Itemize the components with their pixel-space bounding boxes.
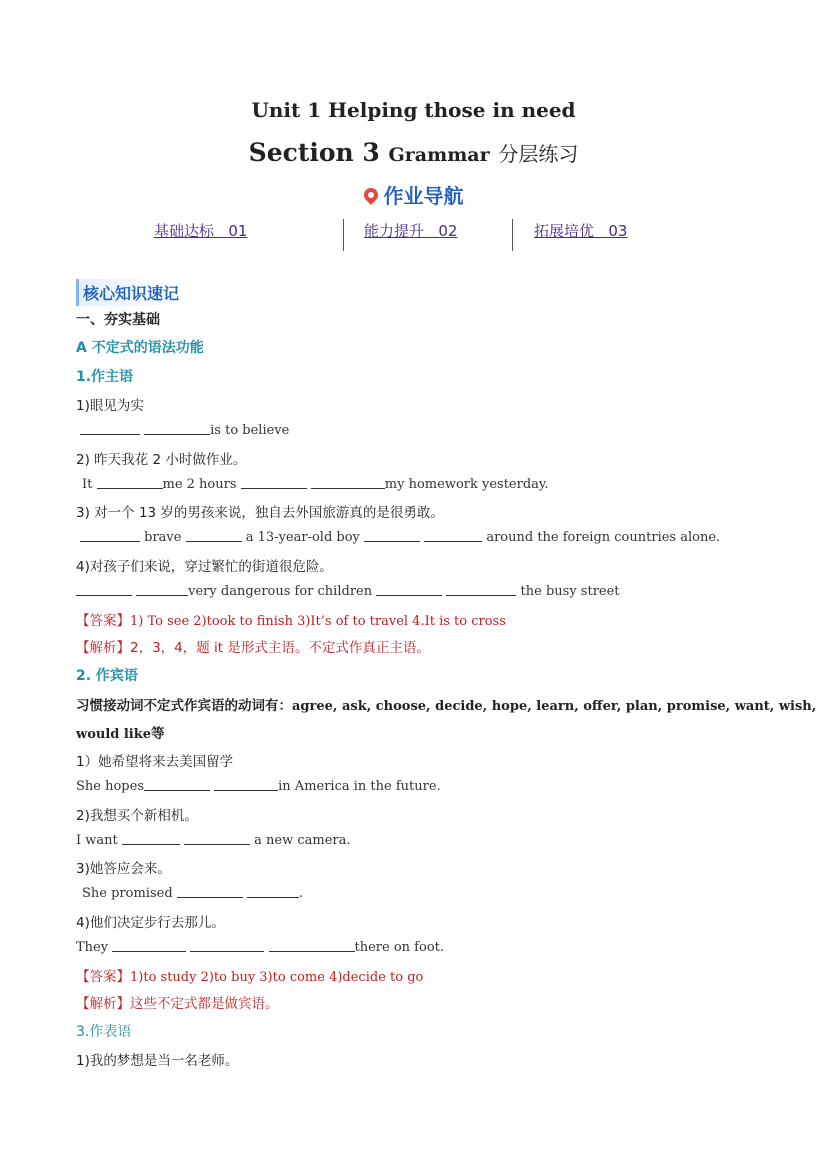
- nav-divider: [512, 219, 513, 251]
- s1-q3-en: brave a 13-year-old boy around the foreign countries alone.: [80, 529, 720, 545]
- part-heading: 一、夯实基础: [76, 312, 160, 328]
- s1-q4-en: very dangerous for children the busy street: [76, 583, 620, 599]
- nav-divider: [343, 219, 344, 251]
- section-grammar: Grammar: [388, 144, 490, 166]
- nav-link-basic[interactable]: 基础达标 01: [154, 222, 248, 240]
- s2-q1-cn: 1）她希望将来去美国留学: [76, 754, 234, 770]
- s2-q2-cn: 2)我想买个新相机。: [76, 808, 198, 824]
- s1-q1-en: is to believe: [80, 422, 289, 438]
- s2-q2-en: I want a new camera.: [76, 833, 351, 848]
- location-pin-icon: [361, 185, 381, 205]
- s1-q4-cn: 4)对孩子们来说，穿过繁忙的街道很危险。: [76, 559, 333, 575]
- section-title: [0, 138, 827, 167]
- nav-link-ability[interactable]: 能力提升 02: [364, 222, 458, 240]
- s2-answer: 【答案】1)to study 2)to buy 3)to come 4)decide to go: [76, 969, 424, 985]
- s1-explain: 【解析】2，3，4，题 it 是形式主语。不定式作真正主语。: [76, 640, 430, 656]
- s2-q4-en: They there on foot.: [76, 940, 444, 955]
- homework-nav-title: 作业导航: [0, 180, 827, 209]
- s2-title: 2. 作宾语: [76, 668, 138, 684]
- s1-q2-cn: 2) 昨天我花 2 小时做作业。: [76, 452, 247, 468]
- s1-q2-en: It me 2 hours my homework yesterday.: [82, 477, 549, 492]
- s3-q1-cn: 1)我的梦想是当一名老师。: [76, 1053, 239, 1069]
- s2-explain: 【解析】这些不定式都是做宾语。: [76, 996, 279, 1012]
- section-cn: 分层练习: [498, 142, 579, 166]
- unit-title: Unit 1 Helping those in need: [251, 98, 576, 122]
- s2-q1-en: She hopes in America in the future.: [76, 779, 441, 794]
- core-knowledge-heading: 核心知识速记: [76, 279, 183, 306]
- s2-q3-cn: 3)她答应会来。: [76, 861, 171, 877]
- s2-q4-cn: 4)他们决定步行去那儿。: [76, 915, 225, 931]
- sub-heading-a: A 不定式的语法功能: [76, 340, 204, 356]
- s1-title: 1.作主语: [76, 369, 134, 385]
- s2-verbs-cont: would like等: [76, 726, 165, 742]
- s2-q3-en: She promised .: [82, 886, 304, 901]
- nav-link-extend[interactable]: 拓展培优 03: [534, 222, 628, 240]
- s3-title: 3.作表语: [76, 1024, 132, 1040]
- section-main: Section 3: [248, 138, 380, 167]
- s1-answer: 【答案】1) To see 2)took to finish 3)It’s of to travel 4.It is to cross: [76, 613, 506, 629]
- s1-q3-cn: 3) 对一个 13 岁的男孩来说，独自去外国旅游真的是很勇敢。: [76, 505, 444, 521]
- s2-verbs: 习惯接动词不定式作宾语的动词有：agree, ask, choose, decide, hope, learn, offer, plan, promise, want, wish,: [76, 698, 817, 714]
- s1-q1-cn: 1)眼见为实: [76, 398, 144, 414]
